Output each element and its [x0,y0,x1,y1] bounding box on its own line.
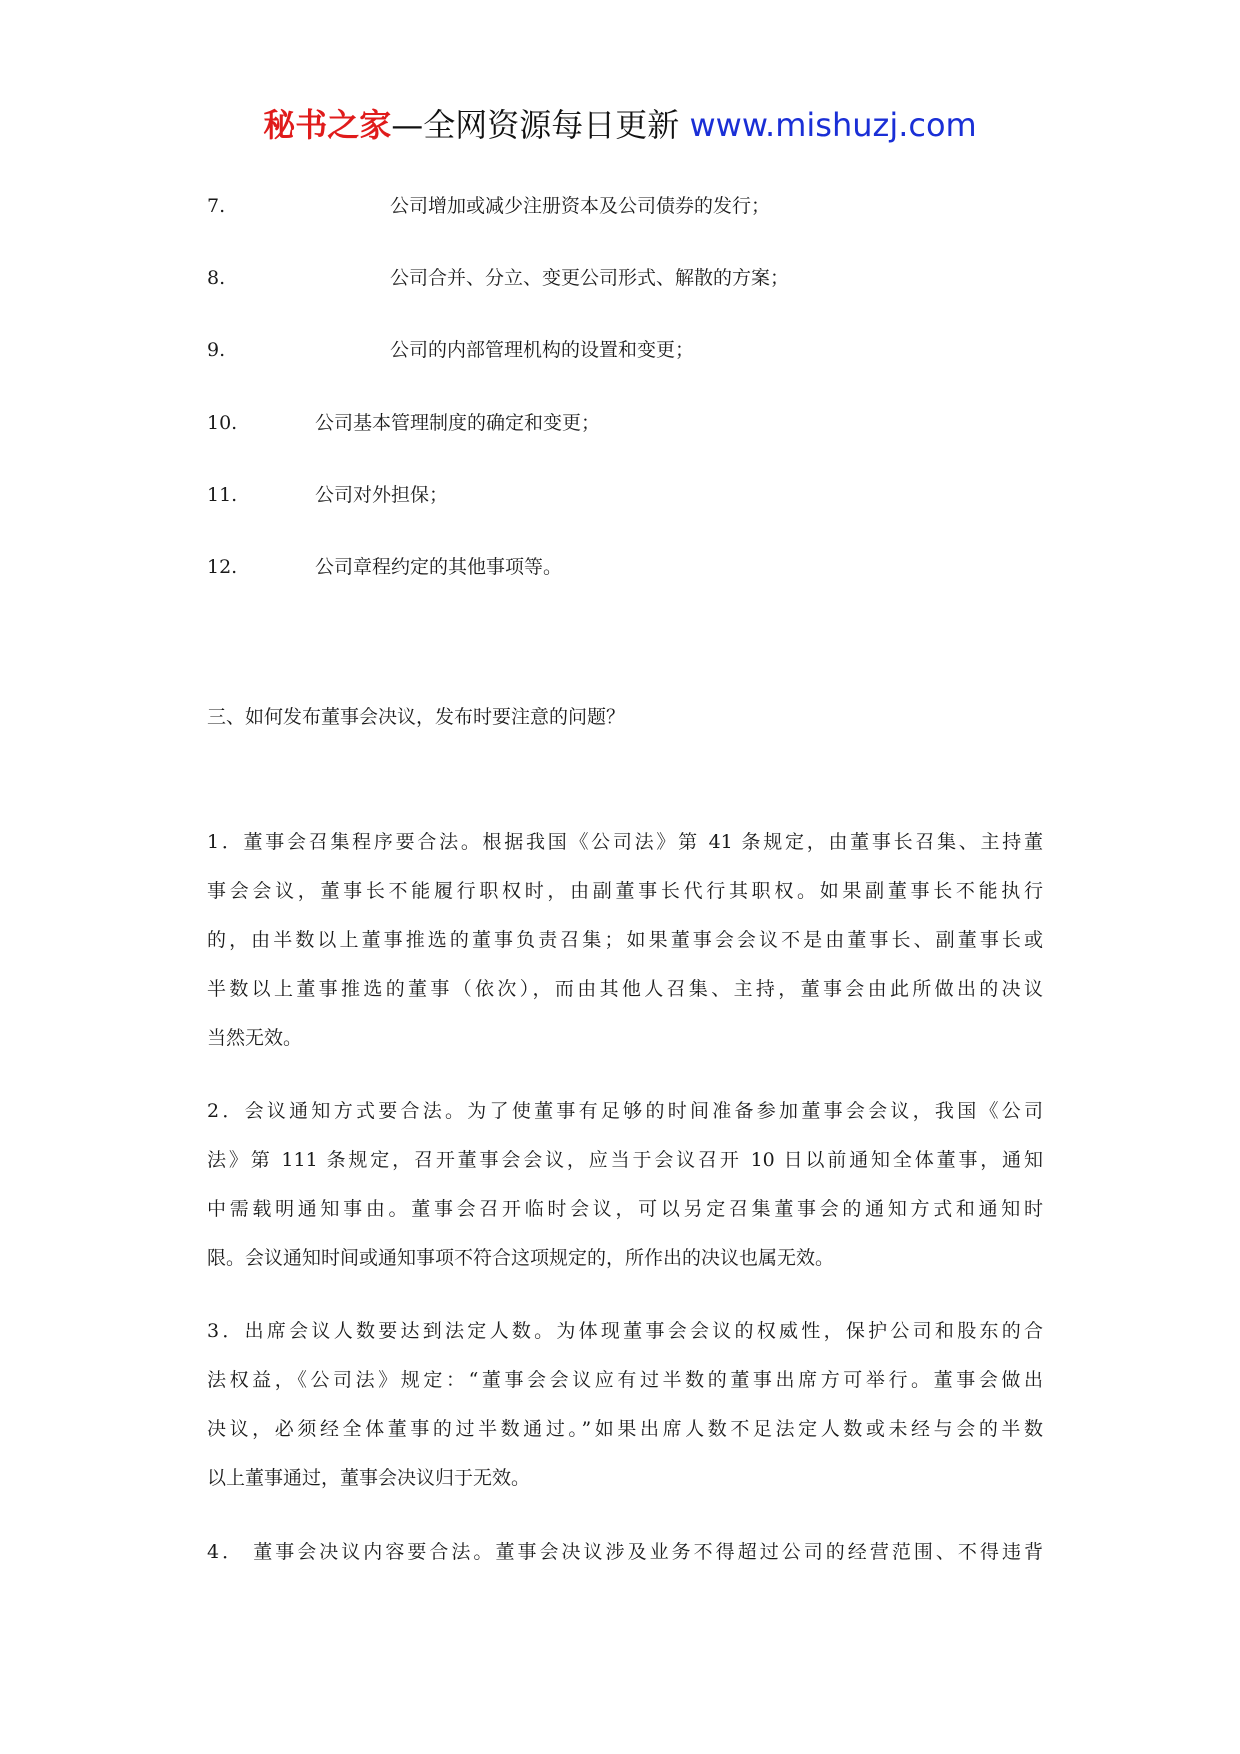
paragraph [207,1528,1043,1577]
site-url[interactable]: www.mishuzj.com [689,106,977,144]
list-item [207,475,449,515]
header-tagline: —全网资源每日更新 [391,106,690,144]
paragraph-line: 4． 董事会决议内容要合法。董事会决议涉及业务不得超过公司的经营范围、不得违背 [207,1541,1043,1563]
list-item-number: 9. [207,339,226,361]
paragraph-line: 法》第 111 条规定，召开董事会会议，应当于会议召开 10 日以前通知全体董事，通知 [207,1149,1043,1171]
paragraph-line: 中需载明通知事由。董事会召开临时会议，可以另定召集董事会的通知方式和通知时 [207,1198,1043,1220]
list-item-text: 公司章程约定的其他事项等。 [315,556,563,578]
paragraph-line: 1．董事会召集程序要合法。根据我国《公司法》第 41 条规定，由董事长召集、主持董 [207,831,1043,853]
paragraph-line: 3．出席会议人数要达到法定人数。为体现董事会会议的权威性，保护公司和股东的合 [207,1320,1043,1342]
list-item-number: 8. [207,267,226,289]
list-item [207,258,790,298]
paragraph-line: 限。会议通知时间或通知事项不符合这项规定的，所作出的决议也属无效。 [207,1247,835,1269]
paragraph-line: 2．会议通知方式要合法。为了使董事有足够的时间准备参加董事会会议，我国《公司 [207,1100,1043,1122]
list-item-text: 公司增加或减少注册资本及公司债券的发行； [390,195,771,217]
brand-name: 秘书之家 [263,106,392,144]
paragraph [207,818,1043,1063]
list-item [207,403,601,443]
list-item [207,186,771,226]
list-item-text: 公司的内部管理机构的设置和变更； [390,339,695,361]
paragraph-line: 当然无效。 [207,1027,303,1049]
section-heading: 三、如何发布董事会决议，发布时要注意的问题？ [207,706,626,728]
paragraph [207,1307,1043,1503]
paragraph [207,1087,1043,1283]
list-item [207,547,563,587]
list-item-text: 公司合并、分立、变更公司形式、解散的方案； [390,267,790,289]
list-item-text: 公司基本管理制度的确定和变更； [315,412,601,434]
document-header [0,100,1240,150]
list-item-number: 10. [207,412,238,434]
paragraph-line: 的，由半数以上董事推选的董事负责召集；如果董事会会议不是由董事长、副董事长或 [207,929,1043,951]
list-item-number: 11. [207,484,238,506]
list-item-number: 7. [207,195,226,217]
paragraph-line: 事会会议，董事长不能履行职权时，由副董事长代行其职权。如果副董事长不能执行 [207,880,1043,902]
list-item-number: 12. [207,556,238,578]
list-item-text: 公司对外担保； [315,484,449,506]
paragraph-line: 决议，必须经全体董事的过半数通过。”如果出席人数不足法定人数或未经与会的半数 [207,1418,1043,1440]
paragraph-line: 半数以上董事推选的董事（依次），而由其他人召集、主持，董事会由此所做出的决议 [207,978,1043,1000]
paragraph-line: 以上董事通过，董事会决议归于无效。 [207,1467,531,1489]
paragraph-line: 法权益，《公司法》规定：“董事会会议应有过半数的董事出席方可举行。董事会做出 [207,1369,1043,1391]
list-item [207,330,695,370]
